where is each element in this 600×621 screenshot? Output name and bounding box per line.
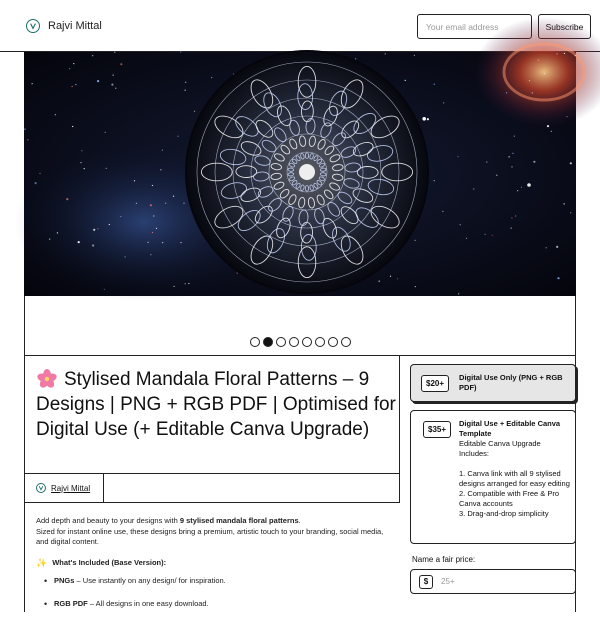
included-list bbox=[36, 576, 396, 609]
cherry-blossom-icon bbox=[36, 370, 58, 388]
carousel-dot[interactable] bbox=[263, 337, 273, 347]
brand-logo-icon bbox=[26, 19, 40, 33]
carousel-dot[interactable] bbox=[302, 337, 312, 347]
carousel-dot[interactable] bbox=[341, 337, 351, 347]
carousel-dot[interactable] bbox=[289, 337, 299, 347]
sparkle-icon: ✨ bbox=[36, 557, 48, 568]
product-description bbox=[36, 516, 396, 621]
option-title: Digital Use + Editable Canva Template bbox=[459, 419, 561, 438]
brand[interactable] bbox=[26, 19, 102, 33]
fair-price-field[interactable] bbox=[410, 569, 576, 594]
list-item: • PNGs – Use instantly on any design/ for inspiration. bbox=[54, 576, 396, 587]
author-name: Rajvi Mittal bbox=[51, 483, 91, 493]
option-line: 2. Compatible with Free & Pro Canva accounts bbox=[459, 489, 560, 508]
carousel-dot[interactable] bbox=[276, 337, 286, 347]
description-line: Sized for instant online use, these designs bring a premium, artistic touch to your branding, social media, and digital content. bbox=[36, 526, 384, 546]
author-row bbox=[24, 473, 400, 503]
option-title: Digital Use Only (PNG + RGB PDF) bbox=[459, 373, 563, 392]
author-link[interactable] bbox=[24, 473, 104, 503]
included-heading: ✨ What's Included (Base Version): bbox=[36, 557, 167, 568]
fair-price-label: Name a fair price: bbox=[412, 555, 476, 564]
option-line: 1. Canva link with all 9 stylised designs arranged for easy editing bbox=[459, 469, 570, 488]
option-digital-use-only[interactable] bbox=[410, 364, 576, 402]
option-canva-template[interactable] bbox=[410, 410, 576, 544]
carousel-dot[interactable] bbox=[315, 337, 325, 347]
description-intro: Add depth and beauty to your designs with 9 stylised mandala floral patterns. bbox=[36, 516, 301, 525]
product-title-text: Stylised Mandala Floral Patterns – 9 Designs | PNG + RGB PDF | Optimised for Digital Use (+ Editable Canva Upgrade) bbox=[36, 369, 396, 440]
price-tag: $20+ bbox=[421, 375, 449, 392]
brand-name: Rajvi Mittal bbox=[48, 20, 102, 32]
option-line: 3. Drag-and-drop simplicity bbox=[459, 509, 549, 518]
product-title bbox=[36, 367, 396, 442]
option-line: Editable Canva Upgrade Includes: bbox=[459, 439, 541, 458]
list-item: • RGB PDF – All designs in one easy download. bbox=[54, 599, 396, 610]
option-details bbox=[459, 419, 571, 519]
carousel-dot[interactable] bbox=[250, 337, 260, 347]
author-avatar-icon bbox=[36, 483, 46, 493]
fair-price-input[interactable] bbox=[441, 577, 561, 586]
product-cover-image bbox=[24, 52, 576, 296]
dollar-icon: $ bbox=[419, 575, 433, 589]
title-block bbox=[24, 355, 400, 473]
price-tag: $35+ bbox=[423, 421, 451, 438]
carousel-dot[interactable] bbox=[328, 337, 338, 347]
option-line bbox=[459, 459, 571, 469]
carousel-dots bbox=[24, 334, 576, 350]
purchase-panel bbox=[400, 355, 576, 615]
